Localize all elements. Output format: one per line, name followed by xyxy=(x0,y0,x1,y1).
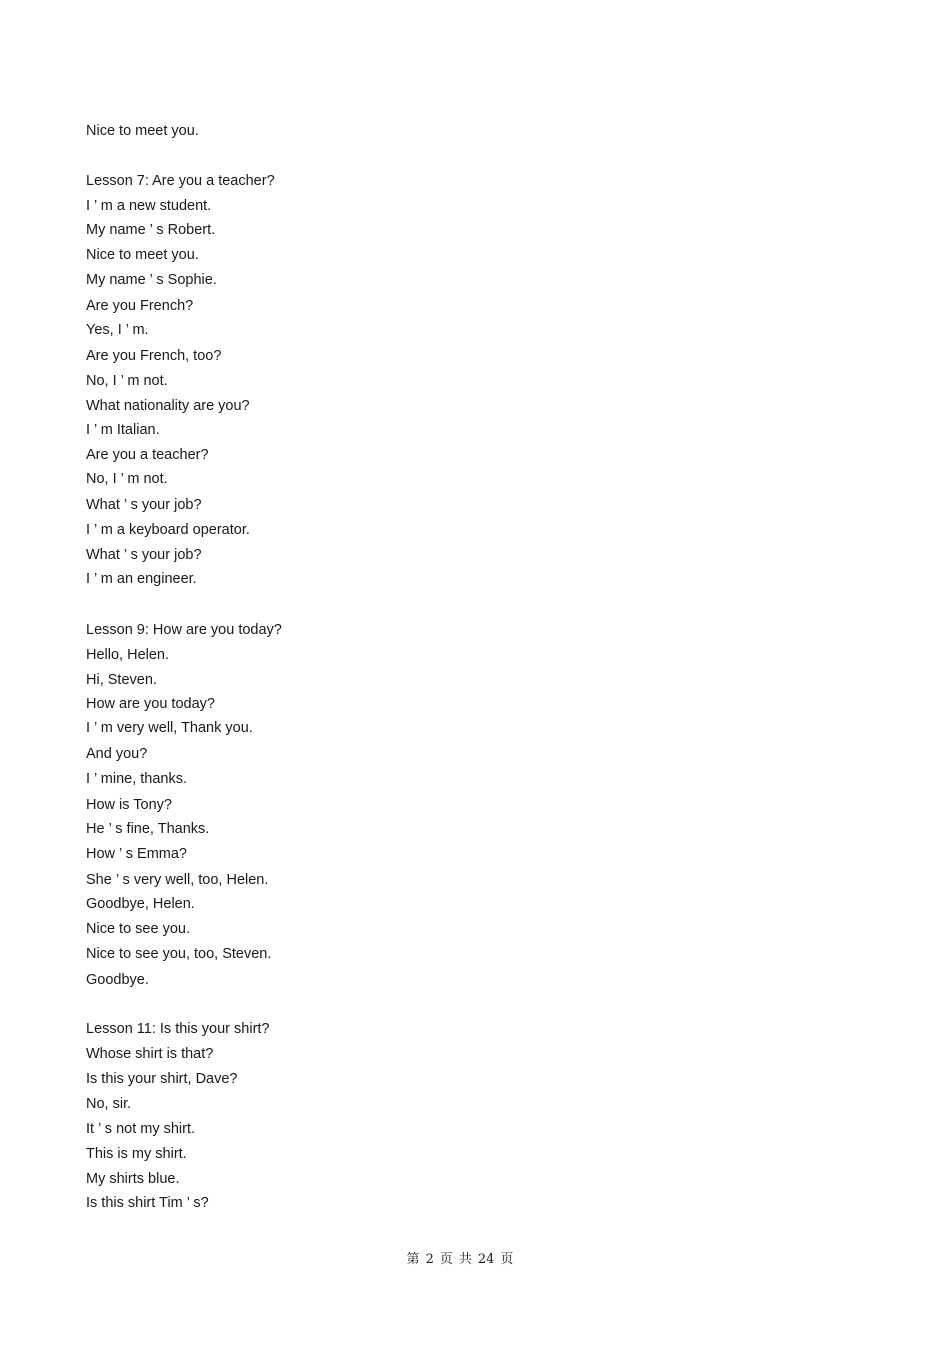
page-number: 2 xyxy=(425,1252,434,1267)
text-line: I ’ mine, thanks. xyxy=(86,771,188,787)
text-line: This is my shirt. xyxy=(86,1146,187,1162)
text-line: What nationality are you? xyxy=(86,398,250,414)
text-line: How ’ s Emma? xyxy=(86,846,187,862)
text-line: My shirts blue. xyxy=(86,1171,180,1187)
text-line: What ’ s your job? xyxy=(86,497,202,513)
text-line: Whose shirt is that? xyxy=(86,1046,214,1062)
lesson-heading: Lesson 11: Is this your shirt? xyxy=(86,1021,270,1037)
text-line: Hi, Steven. xyxy=(86,672,157,688)
footer-gong: 共 xyxy=(458,1252,472,1267)
text-line: It ’ s not my shirt. xyxy=(86,1121,196,1137)
text-line: How is Tony? xyxy=(86,797,172,813)
text-line: Are you French, too? xyxy=(86,348,222,364)
text-line: He ’ s fine, Thanks. xyxy=(86,821,210,837)
lesson-heading: Lesson 7: Are you a teacher? xyxy=(86,173,275,189)
text-line: I ’ m a new student. xyxy=(86,198,212,214)
text-line: How are you today? xyxy=(86,696,215,712)
text-line: Nice to meet you. xyxy=(86,247,199,263)
text-line: I ’ m a keyboard operator. xyxy=(86,522,250,538)
text-line: No, I ’ m not. xyxy=(86,373,168,389)
page-footer xyxy=(0,1248,920,1267)
text-line: My name ’ s Sophie. xyxy=(86,272,217,288)
text-line: Hello, Helen. xyxy=(86,647,170,663)
text-line: Are you French? xyxy=(86,298,194,314)
text-line: Nice to see you. xyxy=(86,921,190,937)
text-line: My name ’ s Robert. xyxy=(86,222,216,238)
text-line: Is this shirt Tim ’ s? xyxy=(86,1195,209,1211)
text-line: Nice to see you, too, Steven. xyxy=(86,946,272,962)
footer-ye: 页 xyxy=(439,1252,453,1267)
text-line: Yes, I ’ m. xyxy=(86,322,149,338)
lesson-heading: Lesson 9: How are you today? xyxy=(86,622,282,638)
footer-di: 第 xyxy=(406,1252,420,1267)
footer-ye: 页 xyxy=(500,1252,514,1267)
text-line: Is this your shirt, Dave? xyxy=(86,1071,238,1087)
text-line: Goodbye, Helen. xyxy=(86,896,195,912)
text-line: She ’ s very well, too, Helen. xyxy=(86,872,269,888)
text-line: No, I ’ m not. xyxy=(86,471,168,487)
text-line: And you? xyxy=(86,746,148,762)
text-line: Are you a teacher? xyxy=(86,447,209,463)
text-line: What ’ s your job? xyxy=(86,547,202,563)
text-line: Goodbye. xyxy=(86,972,149,988)
text-line: No, sir. xyxy=(86,1096,132,1112)
text-line: Nice to meet you. xyxy=(86,123,199,139)
text-line: I ’ m very well, Thank you. xyxy=(86,720,253,736)
text-line: I ’ m an engineer. xyxy=(86,571,197,587)
text-line: I ’ m Italian. xyxy=(86,422,160,438)
total-pages: 24 xyxy=(477,1252,495,1267)
